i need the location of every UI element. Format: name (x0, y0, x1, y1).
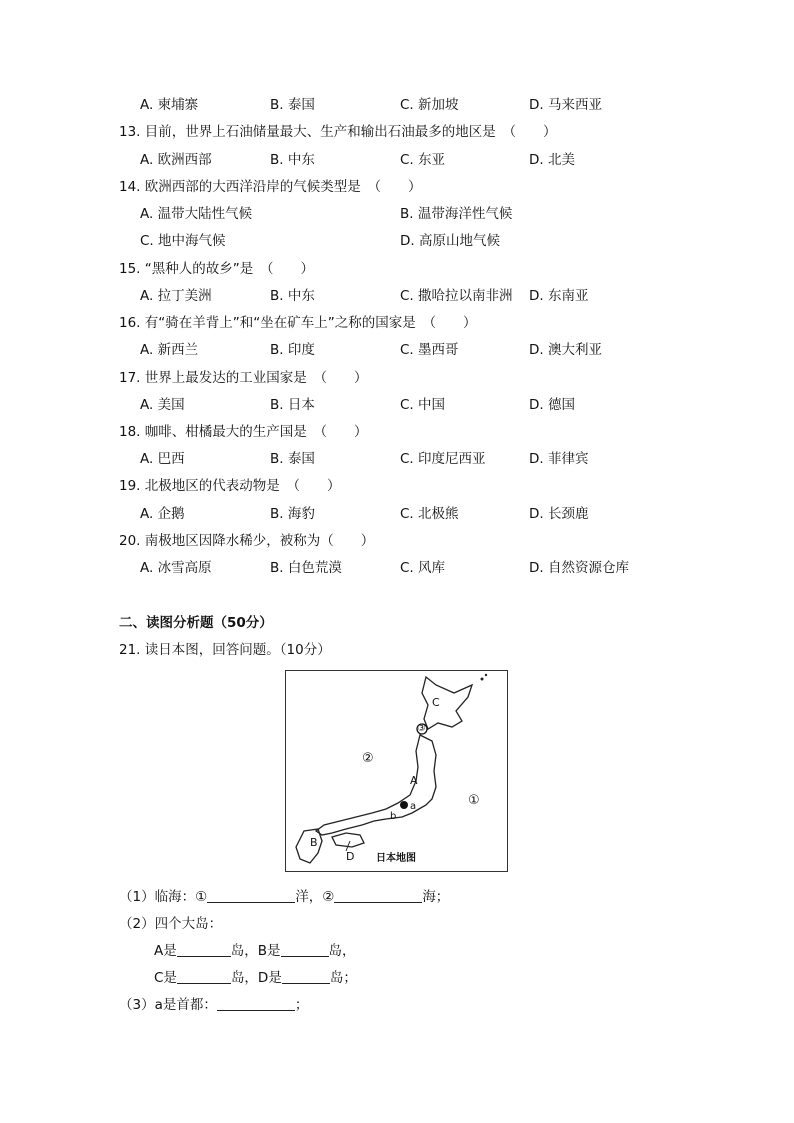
map-label-circle1: ① (468, 793, 480, 808)
q17-stem: 17. 世界上最发达的工业国家是 （ ） (119, 370, 368, 386)
part1-prefix: （1）临海：① (119, 889, 208, 905)
q16-option-a: A. 新西兰 (140, 342, 199, 358)
q20-option-d: D. 自然资源仓库 (529, 560, 629, 576)
q17-option-b: B. 日本 (270, 397, 315, 413)
map-label-a: A (410, 774, 418, 787)
map-label-circle3: ③ (417, 723, 426, 734)
q13-option-c: C. 东亚 (400, 152, 446, 168)
part1-mid: 洋，② (295, 889, 335, 905)
q21-part3 (119, 995, 308, 1015)
q17-option-d: D. 德国 (529, 397, 575, 413)
q20-option-b: B. 白色荒漠 (270, 560, 342, 576)
q21-stem: 21. 读日本图，回答问题。（10分） (119, 642, 331, 658)
map-caption: 日本地图 (376, 853, 416, 864)
q15-stem: 15. “黑种人的故乡”是 （ ） (119, 261, 314, 277)
q19-option-b: B. 海豹 (270, 506, 315, 522)
map-label-d: D (346, 850, 355, 863)
q19-stem: 19. 北极地区的代表动物是 （ ） (119, 478, 341, 494)
q21-part2-row2 (154, 968, 357, 988)
q15-option-c: C. 撒哈拉以南非洲 (400, 288, 513, 304)
q15-option-d: D. 东南亚 (529, 288, 589, 304)
island-d-suffix: 岛； (329, 970, 357, 986)
q18-option-a: A. 巴西 (140, 451, 185, 467)
q18-option-b: B. 泰国 (270, 451, 315, 467)
q21-part1 (119, 887, 449, 907)
island-c-prefix: C是 (154, 970, 177, 986)
q13-option-d: D. 北美 (529, 152, 575, 168)
q20-option-a: A. 冰雪高原 (140, 560, 212, 576)
q18-stem: 18. 咖啡、柑橘最大的生产国是 （ ） (119, 424, 368, 440)
q14-option-c: C. 地中海气候 (140, 233, 226, 249)
q20-stem: 20. 南极地区因降水稀少，被称为（ ） (119, 533, 375, 549)
q13-stem: 13. 目前，世界上石油储量最大、生产和输出石油最多的地区是 （ ） (119, 124, 557, 140)
map-kyushu (296, 829, 322, 863)
island-a-suffix: 岛，B是 (230, 943, 281, 959)
q14-option-a: A. 温带大陆性气候 (140, 206, 253, 222)
q21-part2-row1 (154, 941, 356, 961)
q16-option-c: C. 墨西哥 (400, 342, 459, 358)
part3-suffix: ； (294, 997, 309, 1013)
map-label-a-small: a (410, 801, 417, 812)
map-label-c: C (432, 696, 440, 709)
blank-island-c[interactable] (177, 969, 231, 984)
blank-island-a[interactable] (177, 942, 231, 957)
q15-option-a: A. 拉丁美洲 (140, 288, 212, 304)
q14-option-b: B. 温带海洋性气候 (400, 206, 513, 222)
q16-option-b: B. 印度 (270, 342, 315, 358)
q18-option-c: C. 印度尼西亚 (400, 451, 486, 467)
q19-option-a: A. 企鹅 (140, 506, 185, 522)
q12-option-d: D. 马来西亚 (529, 97, 602, 113)
blank-ocean[interactable] (207, 888, 295, 903)
q13-option-a: A. 欧洲西部 (140, 152, 212, 168)
q16-stem: 16. 有“骑在羊背上”和“坐在矿车上”之称的国家是 （ ） (119, 315, 477, 331)
blank-island-b[interactable] (281, 942, 329, 957)
map-label-b-small: b (390, 811, 397, 822)
map-label-b: B (310, 836, 318, 849)
q20-option-c: C. 风库 (400, 560, 446, 576)
q21-part2-title: （2）四个大岛： (119, 916, 223, 932)
part1-suffix: 海； (422, 889, 450, 905)
q19-option-d: D. 长颈鹿 (529, 506, 589, 522)
part3-prefix: （3）a是首都： (119, 997, 217, 1013)
blank-capital[interactable] (217, 996, 295, 1011)
q14-option-d: D. 高原山地气候 (400, 233, 500, 249)
map-honshu (316, 735, 436, 835)
japan-map (285, 670, 508, 872)
q12-option-a: A. 柬埔寨 (140, 97, 199, 113)
q12-option-b: B. 泰国 (270, 97, 315, 113)
q15-option-b: B. 中东 (270, 288, 315, 304)
q17-option-a: A. 美国 (140, 397, 185, 413)
map-label-circle2: ② (362, 751, 374, 766)
q14-stem: 14. 欧洲西部的大西洋沿岸的气候类型是 （ ） (119, 179, 422, 195)
q12-option-c: C. 新加坡 (400, 97, 459, 113)
section2-title: 二、读图分析题（50分） (119, 615, 273, 631)
q19-option-c: C. 北极熊 (400, 506, 459, 522)
island-a-prefix: A是 (154, 943, 177, 959)
map-hokkaido (422, 677, 472, 729)
q17-option-c: C. 中国 (400, 397, 446, 413)
q18-option-d: D. 菲律宾 (529, 451, 589, 467)
blank-sea[interactable] (334, 888, 422, 903)
blank-island-d[interactable] (282, 969, 330, 984)
q16-option-d: D. 澳大利亚 (529, 342, 602, 358)
island-c-suffix: 岛，D是 (230, 970, 282, 986)
japan-map-drawing (286, 671, 507, 871)
island-b-suffix: 岛， (328, 943, 356, 959)
q13-option-b: B. 中东 (270, 152, 315, 168)
